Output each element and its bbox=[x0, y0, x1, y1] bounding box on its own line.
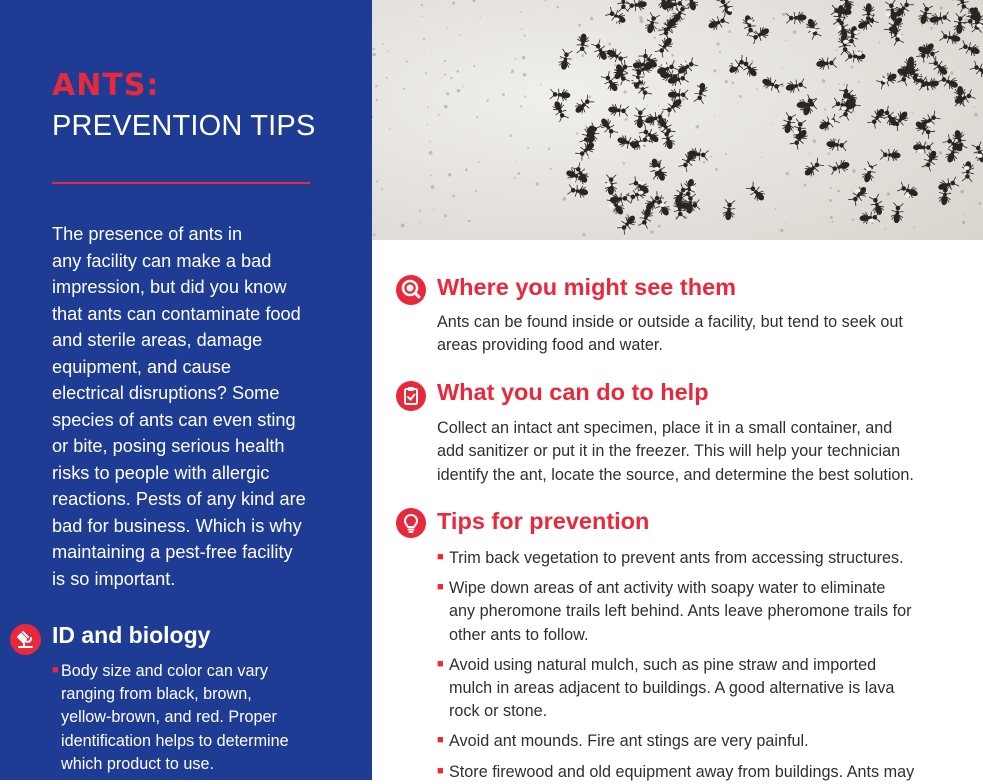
where-title: Where you might see them bbox=[437, 274, 737, 300]
bullet-icon: ■ bbox=[52, 664, 59, 676]
intro-line: electrical disruptions? Some bbox=[52, 383, 280, 403]
list-item-line: ranging from black, brown, bbox=[61, 685, 252, 704]
list-item bbox=[437, 547, 914, 570]
intro-line: bad for business. Which is why bbox=[52, 515, 302, 536]
tip-line: Trim back vegetation to prevent ants from accessing structures. bbox=[449, 549, 904, 567]
intro-line: that ants can contaminate food bbox=[52, 303, 301, 324]
intro-paragraph bbox=[52, 221, 322, 592]
intro-line: is so important. bbox=[52, 568, 176, 589]
lightbulb-icon bbox=[396, 508, 426, 538]
tip-line: any pheromone trails left behind. Ants leave pheromone trails for bbox=[449, 602, 912, 621]
ant-colony-photo bbox=[372, 0, 983, 240]
clipboard-check-icon bbox=[396, 381, 426, 411]
tip-line: Avoid using natural mulch, such as pine straw and imported bbox=[449, 655, 877, 674]
title-divider bbox=[52, 182, 310, 184]
tip-line: other ants to follow. bbox=[449, 625, 589, 644]
list-item-line: yellow-brown, and red. Proper bbox=[61, 708, 277, 727]
where-line: Ants can be found inside or outside a facility, but tend to seek out bbox=[437, 313, 903, 331]
magnifier-icon bbox=[396, 275, 426, 305]
intro-line: The presence of ants in bbox=[52, 224, 243, 244]
bullet-icon: ■ bbox=[437, 551, 444, 563]
list-item bbox=[437, 730, 914, 753]
tips-title: Tips for prevention bbox=[437, 508, 650, 534]
tip-line: rock or stone. bbox=[449, 702, 548, 721]
left-panel bbox=[0, 0, 372, 780]
intro-line: species of ants can even sting bbox=[52, 409, 296, 430]
intro-line: risks to people with allergic bbox=[52, 462, 270, 483]
tip-line: mulch in areas adjacent to buildings. A good alternative is lava bbox=[449, 679, 895, 698]
bullet-icon: ■ bbox=[437, 581, 444, 594]
intro-line: maintaining a pest-free facility bbox=[52, 542, 293, 562]
intro-line: impression, but did you know bbox=[52, 277, 287, 297]
help-line: Collect an intact ant specimen, place it in a small container, and bbox=[437, 419, 893, 437]
help-title: What you can do to help bbox=[437, 379, 709, 405]
tip-line: Avoid ant mounds. Fire ant stings are very painful. bbox=[449, 732, 809, 751]
tips-list bbox=[437, 547, 914, 784]
list-item-line: Body size and color can vary bbox=[61, 662, 268, 680]
where-line: areas providing food and water. bbox=[437, 336, 663, 355]
list-item bbox=[437, 654, 914, 724]
bullet-icon: ■ bbox=[437, 657, 444, 670]
list-item bbox=[52, 660, 352, 776]
bullet-icon: ■ bbox=[437, 734, 444, 747]
page-title: PREVENTION TIPS bbox=[52, 110, 316, 142]
intro-line: and sterile areas, damage bbox=[52, 330, 263, 350]
list-item-line: which product to use. bbox=[61, 754, 214, 773]
tip-line: Store firewood and old equipment away from buildings. Ants may bbox=[449, 762, 915, 781]
help-body bbox=[437, 417, 957, 487]
help-line: add sanitizer or put it in the freezer. This will help your technician bbox=[437, 442, 901, 461]
list-item-line: identification helps to determine bbox=[61, 731, 289, 750]
intro-line: reactions. Pests of any kind are bbox=[52, 489, 306, 509]
intro-line: equipment, and cause bbox=[52, 356, 231, 377]
title-accent: ANTS: bbox=[52, 68, 160, 103]
help-line: identify the ant, locate the source, and determine the best solution. bbox=[437, 465, 914, 484]
intro-line: any facility can make a bad bbox=[52, 250, 272, 271]
microscope-icon bbox=[10, 624, 41, 655]
where-body bbox=[437, 311, 957, 358]
id-biology-title: ID and biology bbox=[52, 622, 211, 648]
intro-line: or bite, posing serious health bbox=[52, 436, 285, 456]
bullet-icon: ■ bbox=[437, 764, 444, 777]
list-item bbox=[437, 761, 914, 784]
tip-line: Wipe down areas of ant activity with soapy water to eliminate bbox=[449, 579, 886, 598]
list-item bbox=[437, 577, 914, 647]
id-biology-list bbox=[52, 660, 352, 776]
